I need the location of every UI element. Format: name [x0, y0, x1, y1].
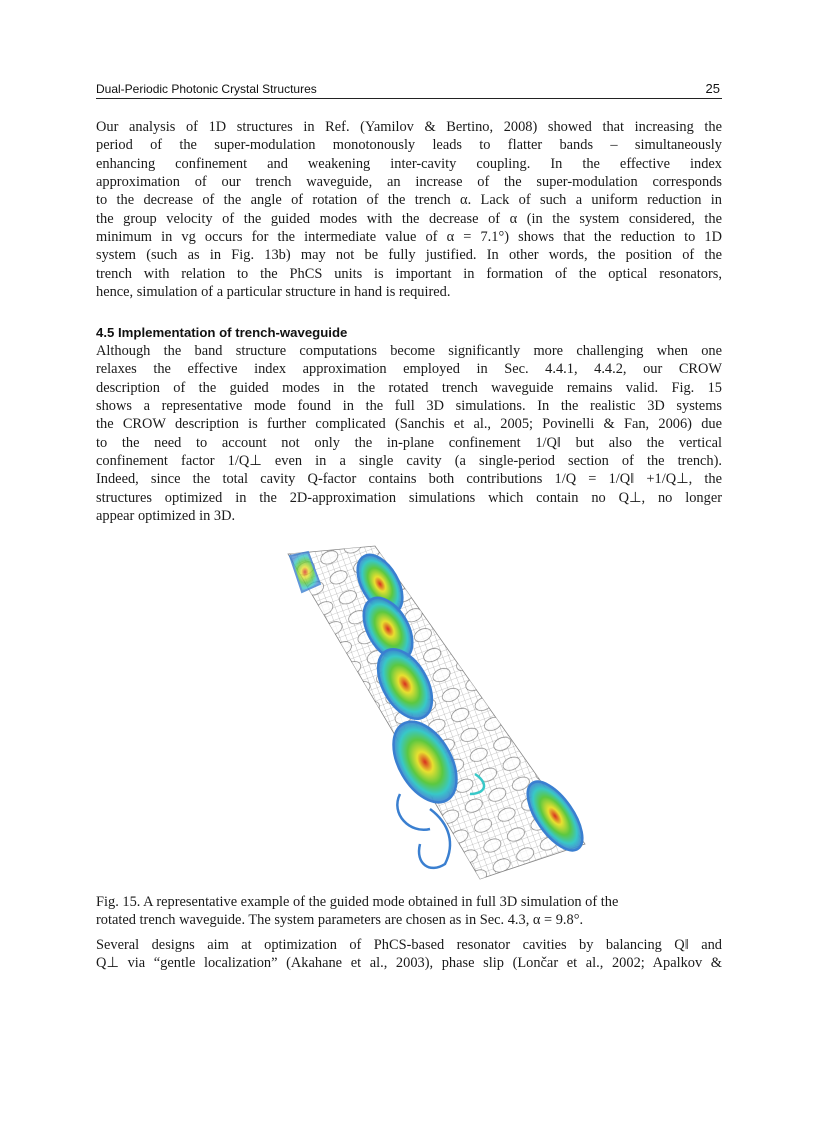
text-line: Q⊥ via “gentle localization” (Akahane et al., 2003), phase slip (Lončar et al., 2002; Apalkov &: [96, 955, 722, 972]
text-line: Our analysis of 1D structures in Ref. (Yamilov & Bertino, 2008) showed that increasing the: [96, 119, 722, 135]
running-header: [96, 80, 722, 99]
text-line: confinement factor 1/Q⊥ even in a single cavity (a single-period section of the trench).: [96, 453, 722, 470]
running-title: Dual-Periodic Photonic Crystal Structures: [96, 82, 317, 96]
text-line: shows a representative mode found in the full 3D simulations. In the realistic 3D systems: [96, 398, 722, 415]
text-line: period of the super-modulation monotonously leads to flatter bands – simultaneously: [96, 137, 722, 154]
text-line: trench with relation to the PhCS units is important in formation of the optical resonators,: [96, 265, 722, 282]
text-line: appear optimized in 3D.: [96, 508, 236, 525]
text-line: description of the guided modes in the rotated trench waveguide remains valid. Fig. 15: [96, 379, 722, 396]
text-line: approximation of our trench waveguide, an increase of the super-modulation corresponds: [96, 174, 722, 191]
text-line: to the decrease of the angle of rotation of the trench α. Lack of such a uniform reduction in: [96, 192, 722, 209]
text-line: structures optimized in the 2D-approximation simulations which contain no Q⊥, no longer: [96, 489, 722, 506]
figure-15-waveguide-mode: [280, 544, 590, 882]
paragraph-2: [96, 342, 722, 525]
text-line: enhancing confinement and weakening inter-cavity coupling. In the effective index: [96, 155, 722, 172]
section-heading: 4.5 Implementation of trench-waveguide: [96, 325, 348, 340]
paragraph-1: [96, 118, 722, 301]
text-line: Several designs aim at optimization of PhCS-based resonator cavities by balancing Q‖ and: [96, 937, 722, 953]
text-line: Indeed, since the total cavity Q-factor contains both contributions 1/Q = 1/Q‖ +1/Q⊥, the: [96, 471, 722, 488]
text-line: the group velocity of the guided modes with the decrease of α (in the system considered, the: [96, 210, 722, 227]
page-number: 25: [705, 81, 720, 96]
text-line: Although the band structure computations become significantly more challenging when one: [96, 343, 722, 359]
waveguide-3d-render: [280, 544, 590, 882]
text-line: minimum in vg occurs for the intermediate value of α = 7.1°) shows that the reduction to 1D: [96, 229, 722, 246]
text-line: system (such as in Fig. 13b) may not be fully justified. In other words, the position of the: [96, 247, 722, 264]
paragraph-3: [96, 936, 722, 973]
caption-line: rotated trench waveguide. The system parameters are chosen as in Sec. 4.3, α = 9.8°.: [96, 912, 584, 929]
text-line: the CROW description is further complicated (Sanchis et al., 2005; Povinelli & Fan, 2006) due: [96, 416, 722, 433]
caption-line: Fig. 15. A representative example of the guided mode obtained in full 3D simulation of the: [96, 894, 619, 910]
text-line: relaxes the effective index approximation employed in Sec. 4.4.1, 4.4.2, our CROW: [96, 361, 722, 378]
figure-caption: [96, 893, 722, 930]
text-line: to the need to account not only the in-plane confinement 1/Q‖ but also the vertical: [96, 434, 722, 451]
text-line: hence, simulation of a particular structure in hand is required.: [96, 284, 451, 301]
